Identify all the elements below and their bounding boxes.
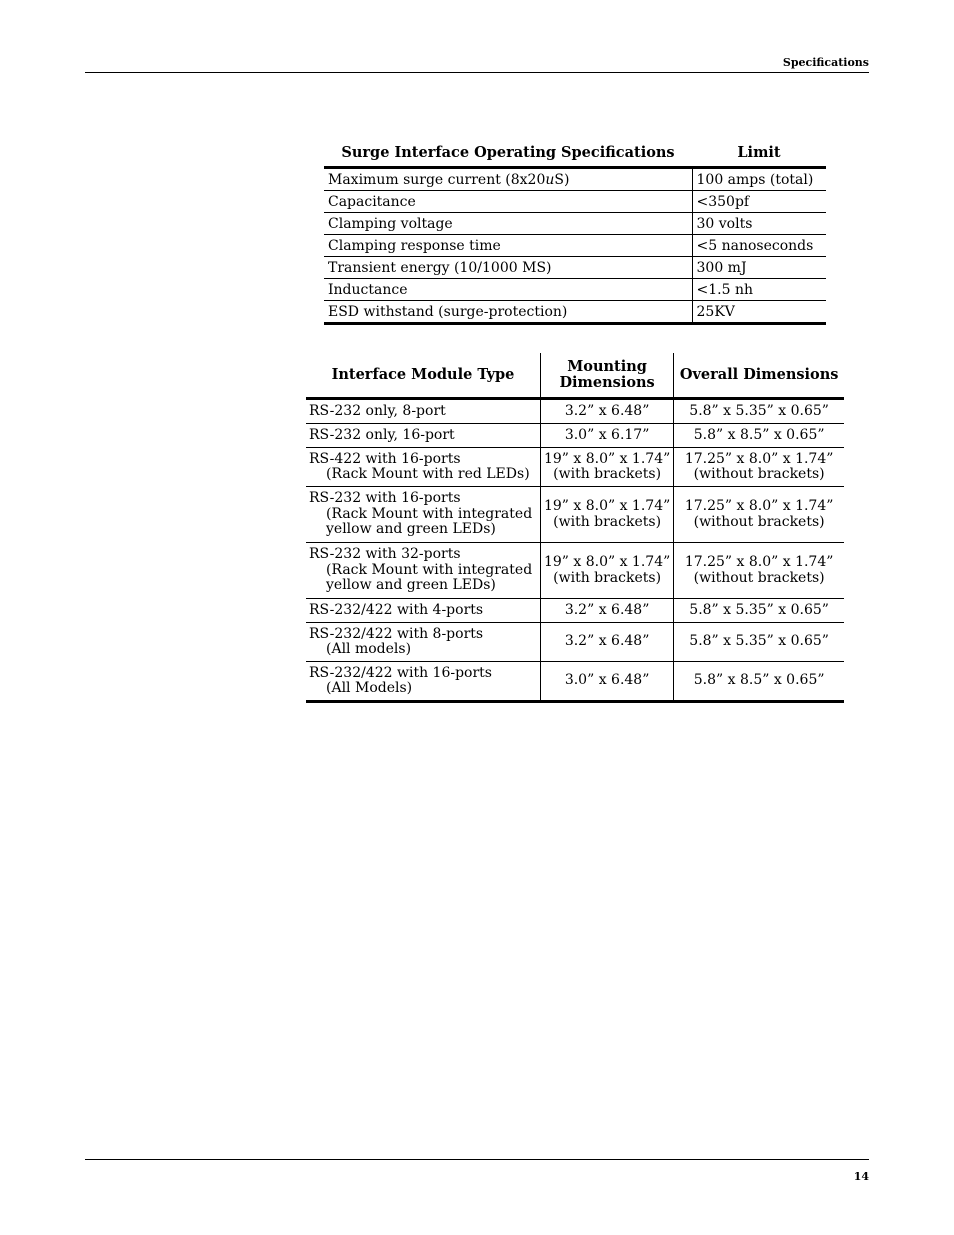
limit-cell: 300 mJ — [692, 257, 826, 279]
table-row — [306, 543, 844, 599]
table-row — [306, 424, 844, 448]
overall-dimensions-header: Overall Dimensions — [674, 353, 844, 399]
mounting-cell: 3.0” x 6.17” — [540, 424, 673, 448]
overall-cell: 17.25” x 8.0” x 1.74” (without brackets) — [674, 543, 844, 599]
limit-cell: <1.5 nh — [692, 279, 826, 301]
table-row — [306, 448, 844, 487]
page-number: 14 — [853, 1170, 869, 1183]
mounting-dimensions-header: Mounting Dimensions — [540, 353, 673, 399]
spec-cell: Clamping voltage — [324, 213, 692, 235]
module-type-cell: RS-422 with 16-ports (Rack Mount with red LEDs) — [306, 448, 540, 487]
limit-cell: 25KV — [692, 301, 826, 324]
table-row — [324, 301, 826, 324]
surge-spec-header: Surge Interface Operating Specifications — [341, 143, 675, 161]
mounting-cell: 3.2” x 6.48” — [540, 599, 673, 623]
module-type-cell: RS-232 with 16-ports (Rack Mount with integrated yellow and green LEDs) — [306, 487, 540, 543]
limit-cell: <5 nanoseconds — [692, 235, 826, 257]
limit-cell: <350pf — [692, 191, 826, 213]
overall-cell: 5.8” x 8.5” x 0.65” — [674, 424, 844, 448]
limit-cell: 30 volts — [692, 213, 826, 235]
table-row — [324, 191, 826, 213]
spec-cell: ESD withstand (surge-protection) — [324, 301, 692, 324]
table-row — [324, 213, 826, 235]
overall-cell: 5.8” x 8.5” x 0.65” — [674, 662, 844, 702]
running-header: Specifications — [782, 56, 869, 69]
mounting-cell: 19” x 8.0” x 1.74” (with brackets) — [540, 543, 673, 599]
module-type-cell: RS-232 only, 16-port — [306, 424, 540, 448]
table-row — [324, 257, 826, 279]
surge-specs-table — [324, 138, 826, 325]
header-rule — [85, 72, 869, 73]
module-dimensions-table — [306, 353, 844, 703]
overall-cell: 5.8” x 5.35” x 0.65” — [674, 399, 844, 424]
module-type-header: Interface Module Type — [331, 366, 515, 383]
mounting-cell: 3.2” x 6.48” — [540, 623, 673, 662]
module-type-cell: RS-232/422 with 8-ports (All models) — [306, 623, 540, 662]
overall-cell: 17.25” x 8.0” x 1.74” (without brackets) — [674, 487, 844, 543]
spec-cell: Capacitance — [324, 191, 692, 213]
limit-cell: 100 amps (total) — [692, 168, 826, 191]
overall-cell: 17.25” x 8.0” x 1.74” (without brackets) — [674, 448, 844, 487]
dimensions-table-header-row — [306, 353, 844, 399]
mounting-cell: 19” x 8.0” x 1.74” (with brackets) — [540, 448, 673, 487]
overall-cell: 5.8” x 5.35” x 0.65” — [674, 623, 844, 662]
footer-rule — [85, 1159, 869, 1160]
table-row — [306, 399, 844, 424]
spec-cell: Inductance — [324, 279, 692, 301]
mounting-cell: 3.2” x 6.48” — [540, 399, 673, 424]
table-row — [324, 235, 826, 257]
module-type-cell: RS-232 only, 8-port — [306, 399, 540, 424]
module-type-cell: RS-232 with 32-ports (Rack Mount with integrated yellow and green LEDs) — [306, 543, 540, 599]
table-row — [324, 279, 826, 301]
table-row — [306, 599, 844, 623]
table-row — [306, 662, 844, 702]
module-type-cell: RS-232/422 with 4-ports — [306, 599, 540, 623]
table-row — [306, 623, 844, 662]
spec-cell: Clamping response time — [324, 235, 692, 257]
surge-limit-header: Limit — [737, 143, 781, 161]
table-row — [324, 168, 826, 191]
spec-cell: Transient energy (10/1000 MS) — [324, 257, 692, 279]
spec-cell: Maximum surge current (8x20uS) — [324, 168, 692, 191]
mounting-cell: 19” x 8.0” x 1.74” (with brackets) — [540, 487, 673, 543]
module-type-cell: RS-232/422 with 16-ports (All Models) — [306, 662, 540, 702]
overall-cell: 5.8” x 5.35” x 0.65” — [674, 599, 844, 623]
mounting-cell: 3.0” x 6.48” — [540, 662, 673, 702]
surge-table-header-row — [324, 138, 826, 168]
table-row — [306, 487, 844, 543]
